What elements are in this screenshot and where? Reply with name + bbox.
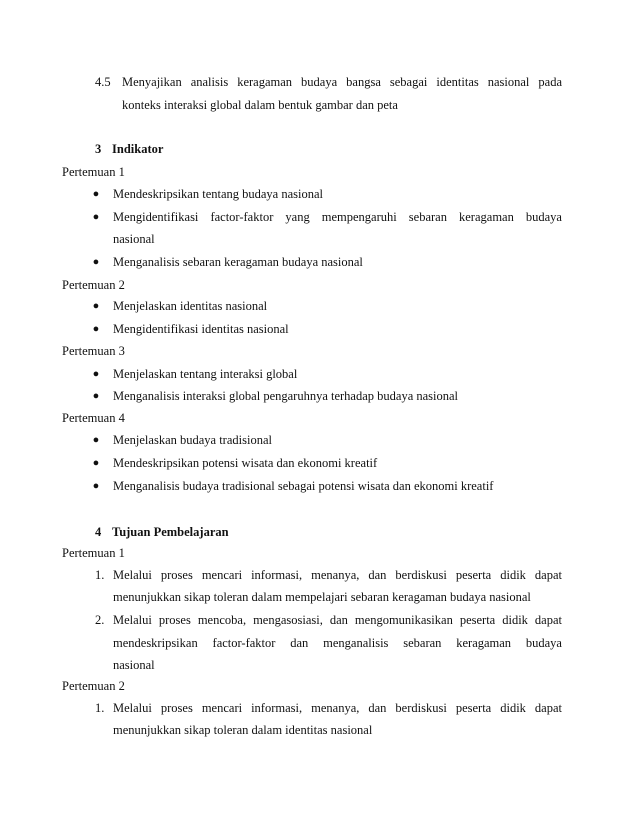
meeting-label: Pertemuan 2 bbox=[62, 278, 125, 292]
list-item-line: nasional bbox=[113, 232, 155, 246]
bullet-icon: ● bbox=[92, 434, 100, 446]
list-item-line: Menganalisis interaksi global pengaruhnya terhadap budaya nasional bbox=[113, 389, 459, 403]
bullet-icon: ● bbox=[92, 300, 100, 312]
list-item-line: menunjukkan sikap toleran dalam mempelajari sebaran keragaman budaya nasional bbox=[113, 590, 531, 604]
list-item-line: Menjelaskan identitas nasional bbox=[113, 299, 268, 313]
list-number: 2. bbox=[95, 613, 105, 627]
list-item-line: Menganalisis sebaran keragaman budaya nasional bbox=[113, 255, 363, 269]
meeting-label: Pertemuan 1 bbox=[62, 546, 125, 560]
section-4-number: 4 bbox=[95, 525, 102, 539]
list-item-line: Mendeskripsikan potensi wisata dan ekonomi kreatif bbox=[113, 456, 378, 470]
list-item-line: Menjelaskan budaya tradisional bbox=[113, 433, 272, 447]
list-item-line: menunjukkan sikap toleran dalam identitas nasional bbox=[113, 723, 373, 737]
section-3-title: Indikator bbox=[112, 142, 164, 156]
list-item-line: nasional bbox=[113, 658, 155, 672]
meeting-label: Pertemuan 1 bbox=[62, 165, 125, 179]
bullet-icon: ● bbox=[92, 457, 100, 469]
bullet-icon: ● bbox=[92, 188, 100, 200]
bullet-icon: ● bbox=[92, 323, 100, 335]
list-item-line: Melalui proses mencari informasi, menanya, dan berdiskusi peserta didik dapat bbox=[113, 568, 562, 582]
kd-text-line-1: Menyajikan analisis keragaman budaya bangsa sebagai identitas nasional pada bbox=[122, 75, 562, 89]
kd-number: 4.5 bbox=[95, 75, 111, 89]
bullet-icon: ● bbox=[92, 368, 100, 380]
list-item-line: Melalui proses mencari informasi, menanya, dan berdiskusi peserta didik dapat bbox=[113, 701, 562, 715]
bullet-icon: ● bbox=[92, 256, 100, 268]
meeting-label: Pertemuan 3 bbox=[62, 344, 125, 358]
list-item-line: Mendeskripsikan tentang budaya nasional bbox=[113, 187, 324, 201]
kd-text-line-2: konteks interaksi global dalam bentuk gambar dan peta bbox=[122, 98, 398, 112]
bullet-icon: ● bbox=[92, 211, 100, 223]
section-4-title: Tujuan Pembelajaran bbox=[112, 525, 229, 539]
list-item-line: Menjelaskan tentang interaksi global bbox=[113, 367, 298, 381]
list-item-line: Melalui proses mencoba, mengasosiasi, dan mengomunikasikan peserta didik dapat bbox=[113, 613, 562, 627]
list-item-line: Mengidentifikasi factor-faktor yang mempengaruhi sebaran keragaman budaya bbox=[113, 210, 562, 224]
section-3-number: 3 bbox=[95, 142, 102, 156]
bullet-icon: ● bbox=[92, 390, 100, 402]
list-number: 1. bbox=[95, 568, 105, 582]
list-item-line: Mengidentifikasi identitas nasional bbox=[113, 322, 289, 336]
list-item-line: Menganalisis budaya tradisional sebagai potensi wisata dan ekonomi kreatif bbox=[113, 479, 494, 493]
list-item-line: mendeskripsikan factor-faktor dan menganalisis sebaran keragaman budaya bbox=[113, 636, 562, 650]
bullet-icon: ● bbox=[92, 480, 100, 492]
meeting-label: Pertemuan 4 bbox=[62, 411, 125, 425]
list-number: 1. bbox=[95, 701, 105, 715]
meeting-label: Pertemuan 2 bbox=[62, 679, 125, 693]
